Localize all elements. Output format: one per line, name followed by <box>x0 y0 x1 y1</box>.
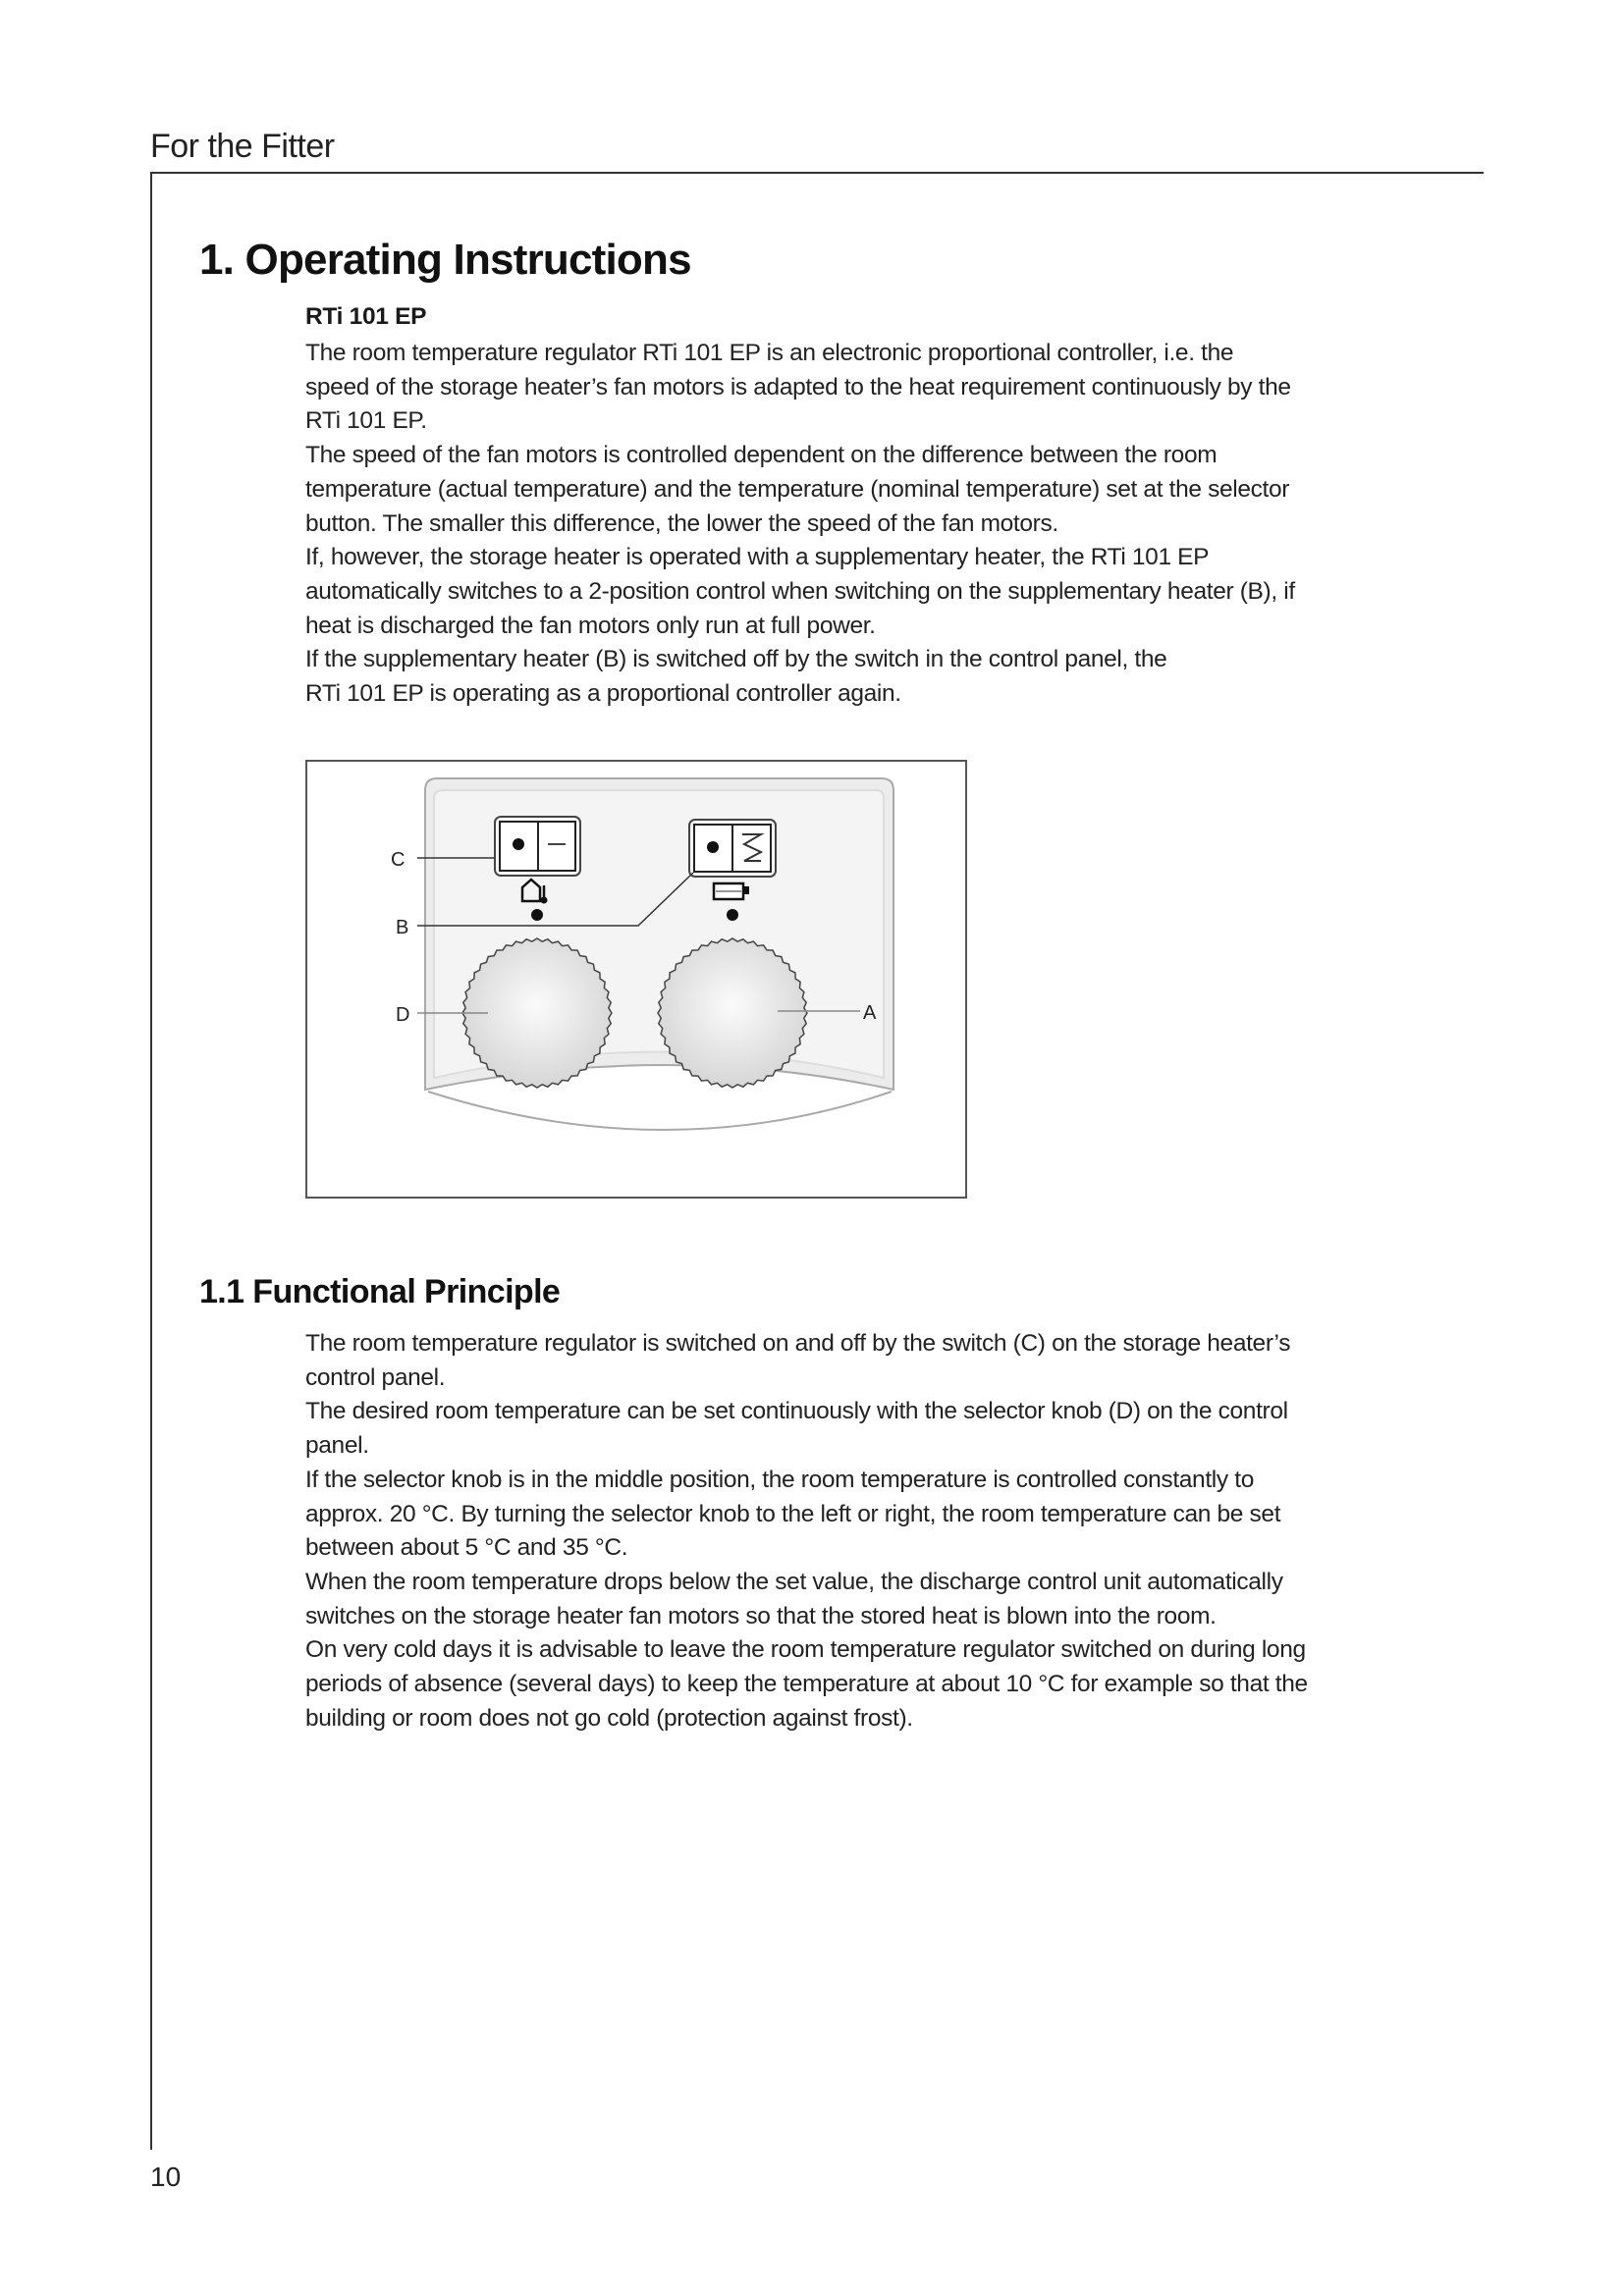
subsection-body <box>305 1327 1308 1735</box>
text-line: RTi 101 EP. <box>305 407 427 435</box>
label-c: C <box>391 849 406 871</box>
page-number: 10 <box>150 2162 182 2192</box>
text-line: approx. 20 °C. By turning the selector knob to the left or right, the room temperature can be set <box>305 1500 1281 1527</box>
on-off-switch-c <box>495 817 580 876</box>
margin-rule <box>150 172 152 2150</box>
subsection-heading: 1.1 Functional Principle <box>199 1273 561 1310</box>
section-heading: 1. Operating Instructions <box>199 236 691 284</box>
label-b: B <box>396 917 409 938</box>
text-line: The room temperature regulator is switched on and off by the switch (C) on the storage heater’s <box>305 1330 1291 1357</box>
section-label: For the Fitter <box>150 128 335 165</box>
text-line: When the room temperature drops below the set value, the discharge control unit automatically <box>305 1568 1283 1595</box>
text-line: If the supplementary heater (B) is switched off by the switch in the control panel, the <box>305 646 1167 673</box>
text-line: temperature (actual temperature) and the temperature (nominal temperature) set at the selector <box>305 475 1290 503</box>
supplementary-heater-switch-b <box>689 820 776 877</box>
label-a: A <box>863 1002 877 1024</box>
text-line: building or room does not go cold (protection against frost). <box>305 1704 913 1732</box>
text-line: If the selector knob is in the middle position, the room temperature is controlled constantly to <box>305 1466 1254 1493</box>
text-line: The room temperature regulator RTi 101 EP is an electronic proportional controller, i.e. the <box>305 340 1234 366</box>
subheading: RTi 101 EP <box>305 303 427 330</box>
text-line: periods of absence (several days) to keep the temperature at about 10 °C for example so that the <box>305 1671 1308 1698</box>
text-line: If, however, the storage heater is operated with a supplementary heater, the RTi 101 EP <box>305 544 1210 571</box>
control-panel-figure <box>305 760 967 1199</box>
text-line: panel. <box>305 1432 369 1460</box>
knob-indicator-dot <box>727 909 738 921</box>
storage-heater-icon <box>714 883 749 899</box>
section-body <box>305 337 1295 712</box>
text-line: On very cold days it is advisable to leave the room temperature regulator switched on during long <box>305 1636 1306 1664</box>
text-line: switches on the storage heater fan motors so that the stored heat is blown into the room. <box>305 1602 1217 1629</box>
header-rule <box>150 172 1484 174</box>
text-line: control panel. <box>305 1363 446 1391</box>
label-d: D <box>396 1004 410 1026</box>
text-line: between about 5 °C and 35 °C. <box>305 1534 628 1562</box>
text-line: The speed of the fan motors is controlled dependent on the difference between the room <box>305 442 1218 469</box>
text-line: RTi 101 EP is operating as a proportional controller again. <box>305 680 901 708</box>
text-line: heat is discharged the fan motors only run at full power. <box>305 612 876 639</box>
text-line: The desired room temperature can be set continuously with the selector knob (D) on the control <box>305 1398 1288 1425</box>
text-line: button. The smaller this difference, the lower the speed of the fan motors. <box>305 509 1058 537</box>
text-line: speed of the storage heater’s fan motors is adapted to the heat requirement continuously by the <box>305 373 1291 400</box>
text-line: automatically switches to a 2-position control when switching on the supplementary heater (B), if <box>305 577 1295 605</box>
knob-indicator-dot <box>531 909 543 921</box>
